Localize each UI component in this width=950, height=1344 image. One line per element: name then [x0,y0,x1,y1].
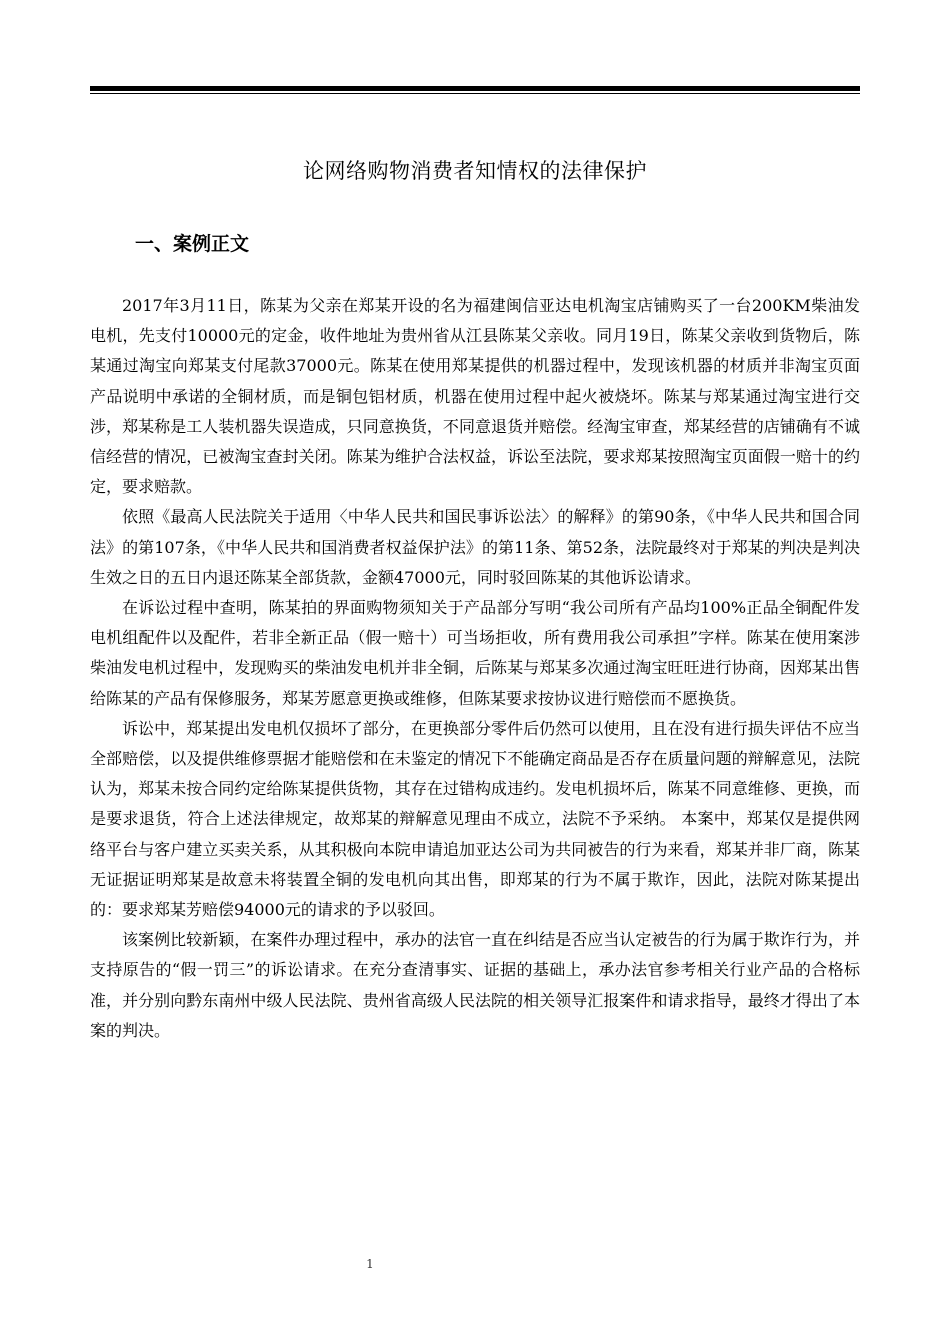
paragraph-case-facts: 2017年3月11日，陈某为父亲在郑某开设的名为福建闽信亚达电机淘宝店铺购买了一台200KM柴油发电机，先支付10000元的定金，收件地址为贵州省从江县陈某父亲收。同月19日，陈某父亲收到货物后，陈某通过淘宝向郑某支付尾款37000元。陈某在使用郑某提供的机器过程中，发现该机器的材质并非淘宝页面产品说明中承诺的全铜材质，而是铜包铝材质，机器在使用过程中起火被烧坏。陈某与郑某通过淘宝进行交涉，郑某称是工人装机器失误造成，只同意换货，不同意退货并赔偿。经淘宝审查，郑某经营的店铺确有不诚信经营的情况，已被淘宝查封关闭。陈某为维护合法权益，诉讼至法院，要求郑某按照淘宝页面假一赔十的约定，要求赔款。 [90,296,860,497]
paragraph-commentary: 该案例比较新颖，在案件办理过程中，承办的法官一直在纠结是否应当认定被告的行为属于欺诈行为，并支持原告的“假一罚三”的诉讼请求。在充分查清事实、证据的基础上，承办法官参考相关行业产品的合格标准，并分别向黔东南州中级人民法院、贵州省高级人民法院的相关领导汇报案件和请求指导，最终才得出了本案的判决。 [90,930,860,1040]
section-heading: 一、案例正文 [135,233,250,255]
header-rule [90,86,860,91]
header-rule-thin [90,93,860,94]
paragraph-court-reasoning: 诉讼中，郑某提出发电机仅损坏了部分，在更换部分零件后仍然可以使用，且在没有进行损失评估不应当全部赔偿，以及提供维修票据才能赔偿和在未鉴定的情况下不能确定商品是否存在质量问题的辩解意见，法院认为，郑某未按合同约定给陈某提供货物，其存在过错构成违约。发电机损坏后，陈某不同意维修、更换，而是要求退货，符合上述法律规定，故郑某的辩解意见理由不成立，法院不予采纳。 本案中，郑某仅是提供网络平台与客户建立买卖关系，从其积极向本院申请追加亚达公司为共同被告的行为来看，郑某并非厂商，陈某无证据证明郑某是故意未将装置全铜的发电机向其出售，即郑某的行为不属于欺诈，因此，法院对陈某提出的：要求郑某芳赔偿94000元的请求的予以驳回。 [90,718,860,920]
paragraph-judgment: 依照《最高人民法院关于适用〈中华人民共和国民事诉讼法〉的解释》的第90条，《中华人民共和国合同法》的第107条，《中华人民共和国消费者权益保护法》的第11条、第52条，法院最终对于郑某的判决是判决生效之日的五日内退还陈某全部货款，金额47000元，同时驳回陈某的其他诉讼请求。 [90,507,860,587]
body-text [90,291,860,1046]
paragraph-findings: 在诉讼过程中查明，陈某拍的界面购物须知关于产品部分写明“我公司所有产品均100%正品全铜配件发电机组配件以及配件，若非全新正品（假一赔十）可当场拒收，所有费用我公司承担”字样。陈某在使用案涉柴油发电机过程中，发现购买的柴油发电机并非全铜，后陈某与郑某多次通过淘宝旺旺进行协商，因郑某出售给陈某的产品有保修服务，郑某芳愿意更换或维修，但陈某要求按协议进行赔偿而不愿换货。 [90,598,860,708]
page-number: 1 [366,1257,374,1271]
document-title: 论网络购物消费者知情权的法律保护 [303,159,647,183]
